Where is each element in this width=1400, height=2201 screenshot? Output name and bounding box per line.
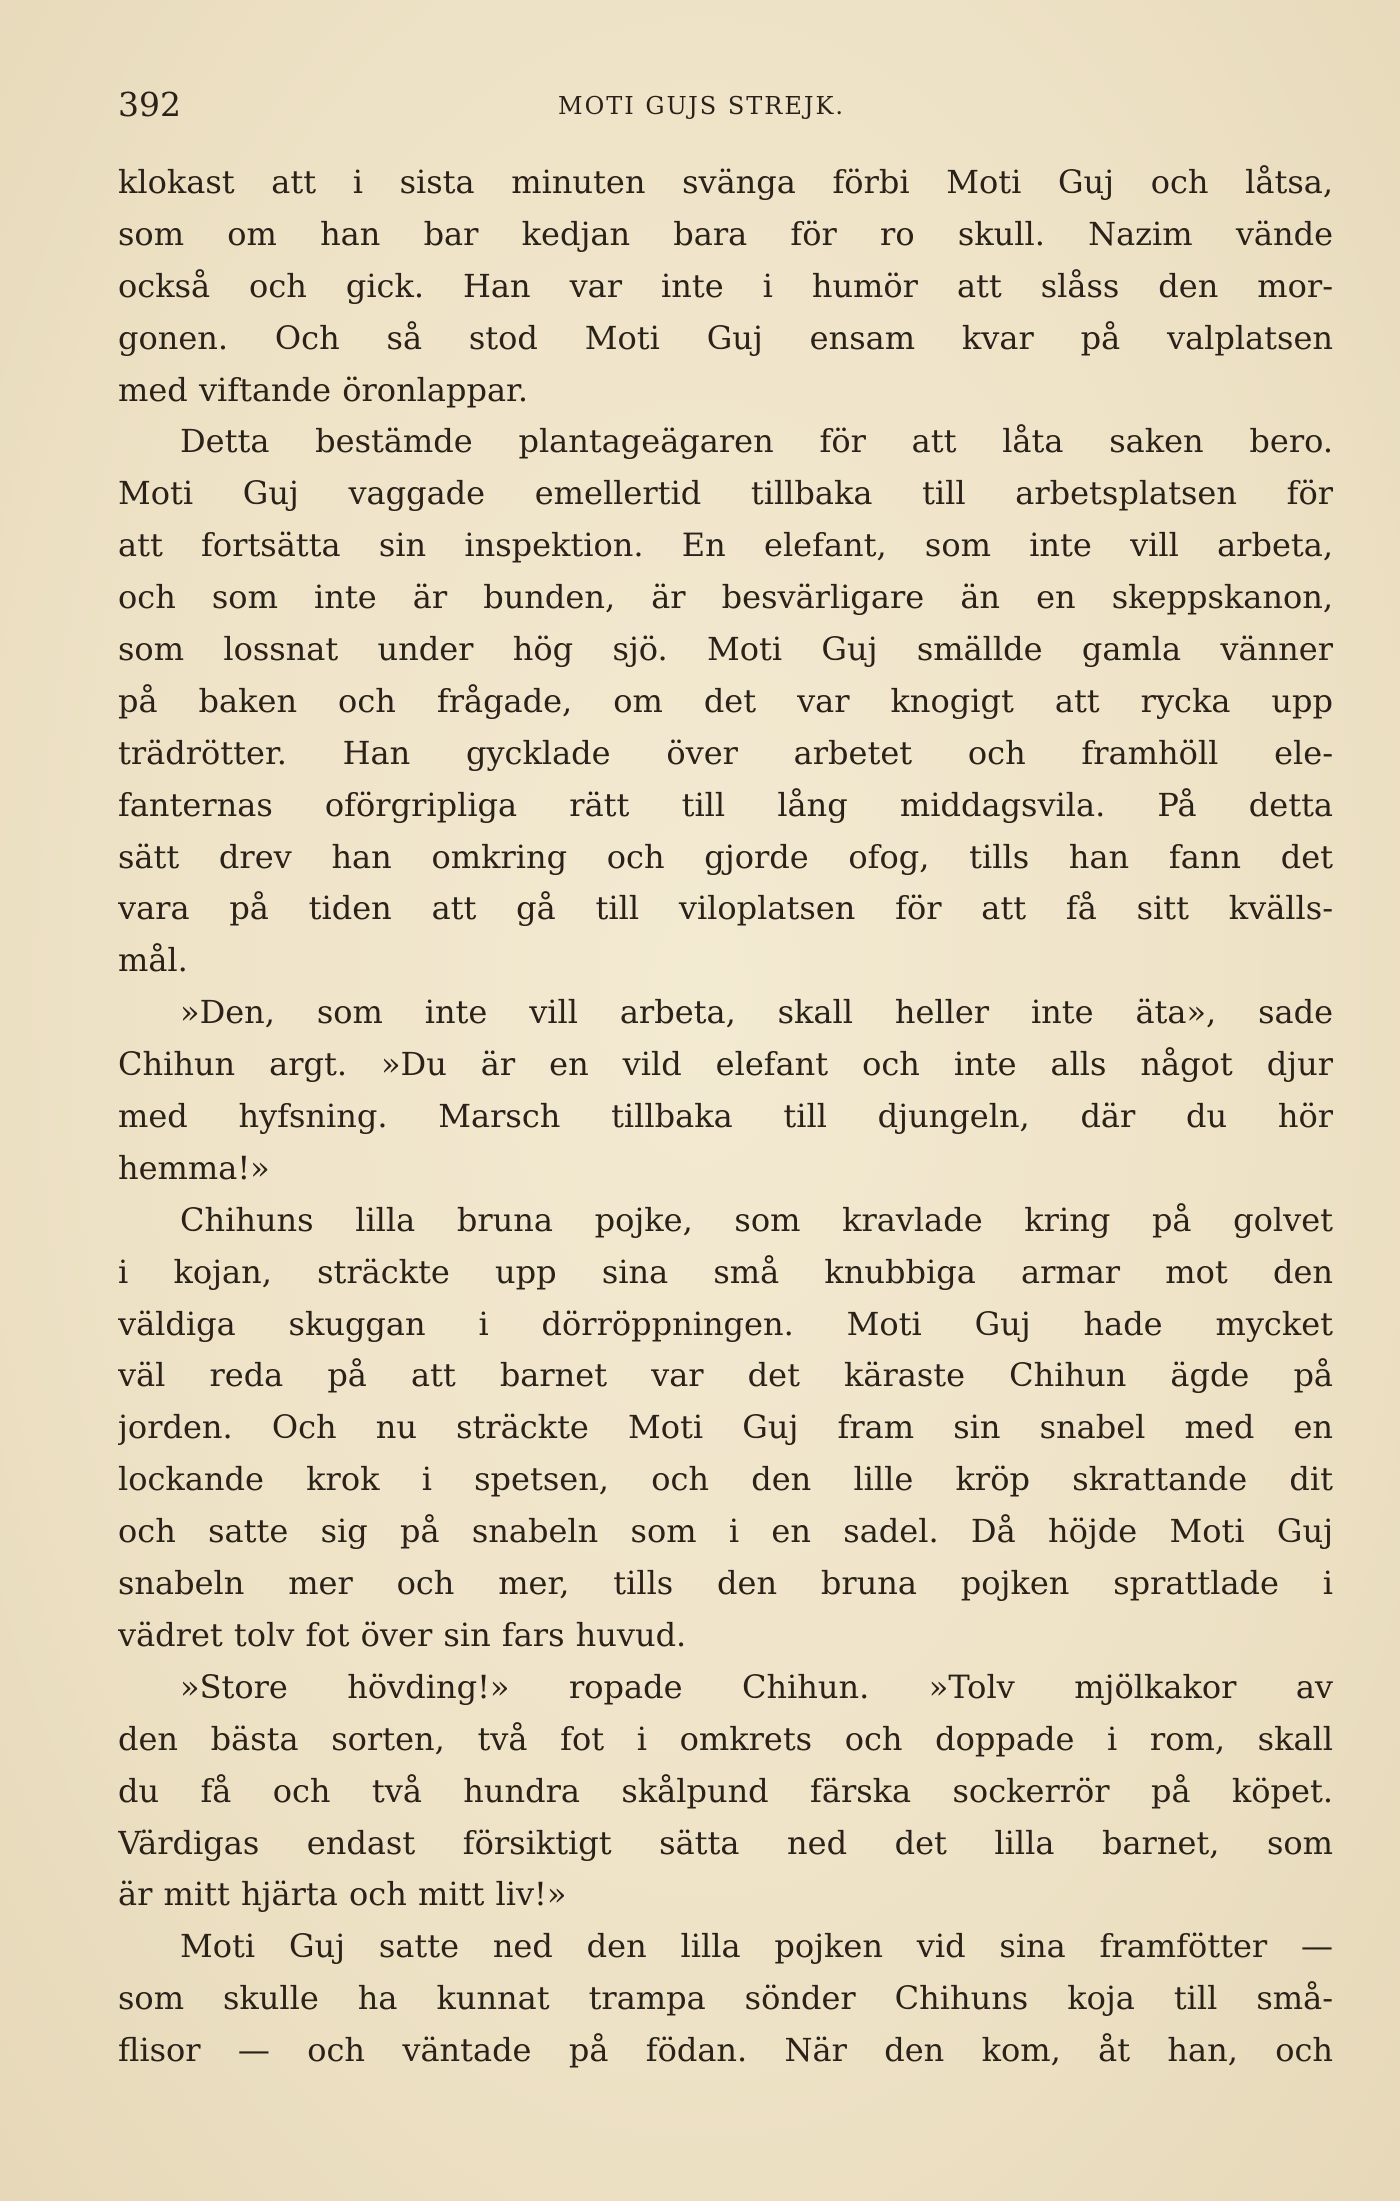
text-line: »Store hövding!» ropade Chihun. »Tolv mjölkakor av <box>180 1667 1333 1706</box>
text-line: som skulle ha kunnat trampa sönder Chihuns koja till små- <box>118 1979 1333 2018</box>
text-line: med viftande öronlappar. <box>118 370 528 409</box>
text-line: Moti Guj vaggade emellertid tillbaka till arbetsplatsen för <box>118 474 1333 513</box>
text-line: den bästa sorten, två fot i omkrets och doppade i rom, skall <box>118 1719 1333 1758</box>
text-line: väldiga skuggan i dörröppningen. Moti Guj hade mycket <box>118 1304 1333 1343</box>
text-line: vädret tolv fot över sin fars huvud. <box>118 1615 687 1654</box>
text-line: klokast att i sista minuten svänga förbi Moti Guj och låtsa, <box>118 163 1333 201</box>
running-title: MOTI GUJS STREJK. <box>558 92 846 120</box>
text-line: Detta bestämde plantageägaren för att låta saken bero. <box>180 422 1333 461</box>
page-header <box>118 80 1333 130</box>
text-line: mål. <box>118 941 188 980</box>
text-line: vara på tiden att gå till viloplatsen för att få sitt kvälls- <box>118 889 1333 928</box>
text-line: flisor — och väntade på födan. När den kom, åt han, och <box>118 2031 1333 2070</box>
text-line: snabeln mer och mer, tills den bruna pojken sprattlade i <box>118 1564 1333 1603</box>
text-line: som lossnat under hög sjö. Moti Guj smällde gamla vänner <box>118 630 1333 669</box>
text-line: och satte sig på snabeln som i en sadel. Då höjde Moti Guj <box>118 1512 1333 1551</box>
text-line: på baken och frågade, om det var knogigt att rycka upp <box>118 681 1333 720</box>
text-line: i kojan, sträckte upp sina små knubbiga armar mot den <box>118 1252 1333 1291</box>
text-line: Moti Guj satte ned den lilla pojken vid sina framfötter — <box>180 1927 1333 1966</box>
text-line: trädrötter. Han gycklade över arbetet och framhöll ele- <box>118 733 1333 772</box>
text-line: sätt drev han omkring och gjorde ofog, tills han fann det <box>118 837 1333 876</box>
text-line: du få och två hundra skålpund färska sockerrör på köpet. <box>118 1771 1333 1810</box>
text-line: jorden. Och nu sträckte Moti Guj fram sin snabel med en <box>118 1408 1333 1447</box>
text-line: fanternas oförgripliga rätt till lång middagsvila. På detta <box>118 785 1333 824</box>
text-line: att fortsätta sin inspektion. En elefant, som inte vill arbeta, <box>118 526 1333 565</box>
text-line: Chihun argt. »Du är en vild elefant och inte alls något djur <box>118 1045 1333 1084</box>
text-line: lockande krok i spetsen, och den lille kröp skrattande dit <box>118 1460 1333 1499</box>
text-line: och som inte är bunden, är besvärligare än en skeppskanon, <box>118 578 1333 617</box>
text-line: hemma!» <box>118 1148 270 1187</box>
text-line: »Den, som inte vill arbeta, skall heller inte äta», sade <box>180 993 1333 1032</box>
text-line: Chihuns lilla bruna pojke, som kravlade kring på golvet <box>180 1200 1333 1239</box>
body-text <box>118 157 1333 2077</box>
text-line: som om han bar kedjan bara för ro skull. Nazim vände <box>118 214 1333 253</box>
text-line: Värdigas endast försiktigt sätta ned det lilla barnet, som <box>118 1823 1333 1862</box>
text-line: väl reda på att barnet var det käraste Chihun ägde på <box>118 1356 1333 1395</box>
text-line: är mitt hjärta och mitt liv!» <box>118 1875 567 1914</box>
text-line: gonen. Och så stod Moti Guj ensam kvar på valplatsen <box>118 318 1333 357</box>
text-line: med hyfsning. Marsch tillbaka till djungeln, där du hör <box>118 1097 1333 1136</box>
text-line: också och gick. Han var inte i humör att slåss den mor- <box>118 266 1333 305</box>
page-number: 392 <box>118 85 181 124</box>
